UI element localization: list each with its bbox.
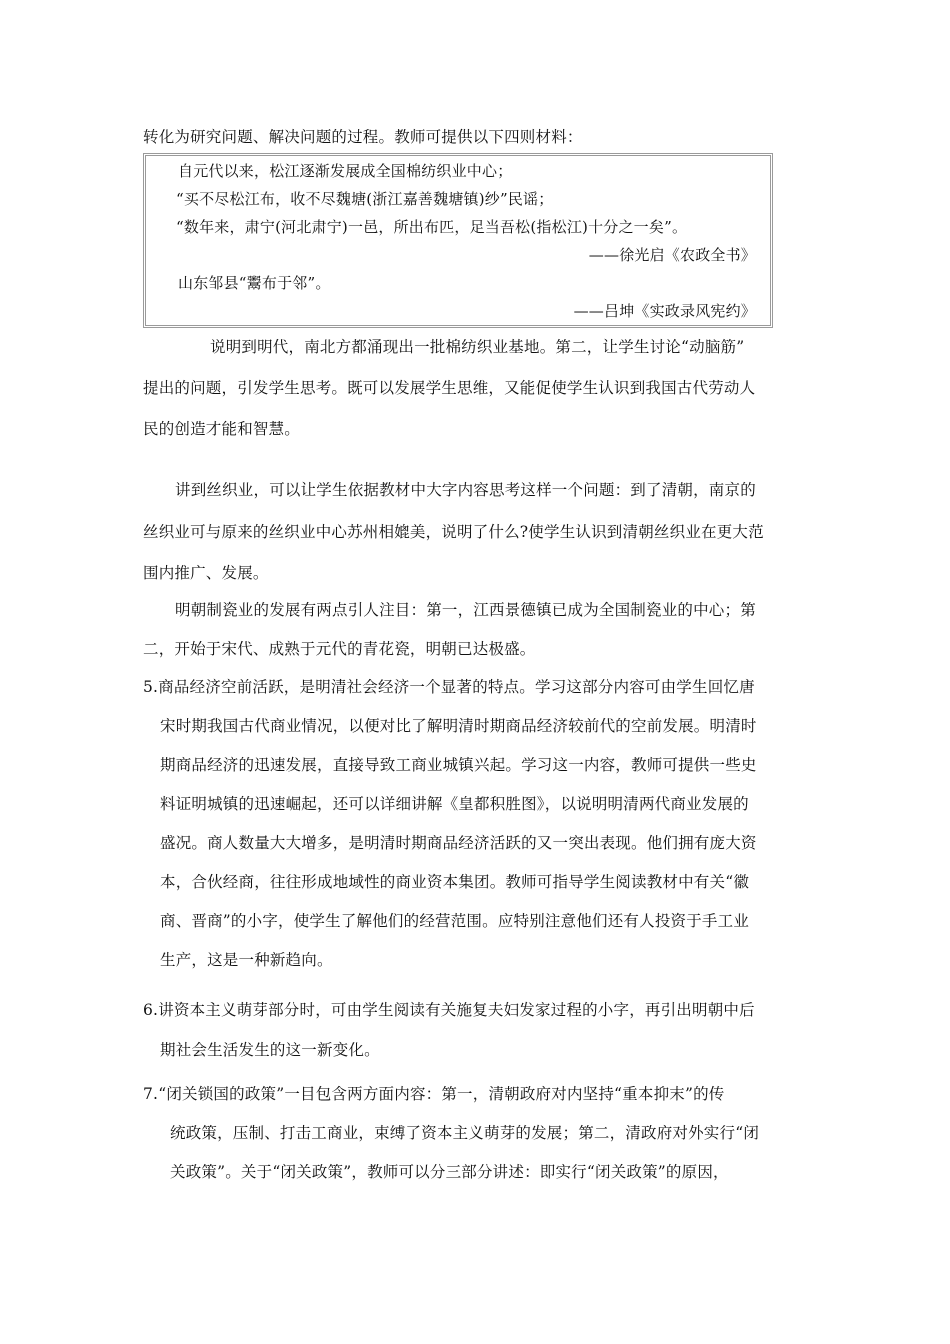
item5-line-5: 盛况。商人数量大大增多，是明清时期商品经济活跃的又一突出表现。他们拥有庞大资 [160,834,757,852]
materials-box [143,153,773,328]
material-source-2: ——吕坤《实政录风宪约》 [573,302,756,320]
item7-line-3: 关政策”。关于“闭关政策”，教师可以分三部分讲述：即实行“闭关政策”的原因， [170,1163,729,1181]
material-source-1: ——徐光启《农政全书》 [588,246,756,264]
item5-line-3: 期商品经济的迅速发展，直接导致工商业城镇兴起。学习这一内容，教师可提供一些史 [160,756,757,774]
material-line-3: “数年来，肃宁(河北肃宁)一邑，所出布匹，足当吾松(指松江)十分之一矣”。 [176,218,688,236]
explain-line-2: 提出的问题，引发学生思考。既可以发展学生思维，又能促使学生认识到我国古代劳动人 [143,379,756,397]
porcelain-line-1: 明朝制瓷业的发展有两点引人注目：第一，江西景德镇已成为全国制瓷业的中心；第 [175,601,756,619]
intro-line: 转化为研究问题、解决问题的过程。教师可提供以下四则材料： [143,128,583,146]
item5-line-7: 商、晋商”的小字，使学生了解他们的经营范围。应特别注意他们还有人投资于手工业 [160,912,750,930]
material-line-4: 山东邹县“鬻布于邻”。 [178,274,331,292]
porcelain-line-2: 二，开始于宋代、成熟于元代的青花瓷，明朝已达极盛。 [143,640,536,658]
item5-line-2: 宋时期我国古代商业情况，以便对比了解明清时期商品经济较前代的空前发展。明清时 [160,717,757,735]
item6-line-2: 期社会生活发生的这一新变化。 [160,1041,380,1059]
item7-line-1: 7.“闭关锁国的政策”一目包含两方面内容：第一，清朝政府对内坚持“重本抑末”的传 [143,1085,725,1103]
item6-line-1: 6.讲资本主义萌芽部分时，可由学生阅读有关施复夫妇发家过程的小字，再引出明朝中后 [143,1001,755,1019]
explain-line-3: 民的创造才能和智慧。 [143,420,301,438]
item5-line-6: 本，合伙经商，往往形成地域性的商业资本集团。教师可指导学生阅读教材中有关“徽 [160,873,750,891]
silk-line-2: 丝织业可与原来的丝织业中心苏州相媲美，说明了什么?使学生认识到清朝丝织业在更大范 [143,523,764,541]
item5-line-8: 生产，这是一种新趋向。 [160,951,333,969]
material-line-2: “买不尽松江布，收不尽魏塘(浙江嘉善魏塘镇)纱”民谣； [176,190,554,208]
explain-line-1: 说明到明代，南北方都涌现出一批棉纺织业基地。第二，让学生讨论“动脑筋” [210,338,745,356]
material-line-1: 自元代以来，松江逐渐发展成全国棉纺织业中心； [178,162,513,180]
silk-line-3: 围内推广、发展。 [143,564,269,582]
silk-line-1: 讲到丝织业，可以让学生依据教材中大字内容思考这样一个问题：到了清朝，南京的 [175,481,756,499]
item5-line-1: 5.商品经济空前活跃，是明清社会经济一个显著的特点。学习这部分内容可由学生回忆唐 [143,678,755,696]
item5-line-4: 料证明城镇的迅速崛起，还可以详细讲解《皇都积胜图》，以说明明清两代商业发展的 [160,795,749,813]
item7-line-2: 统政策，压制、打击工商业，束缚了资本主义萌芽的发展；第二，清政府对外实行“闭 [170,1124,760,1142]
